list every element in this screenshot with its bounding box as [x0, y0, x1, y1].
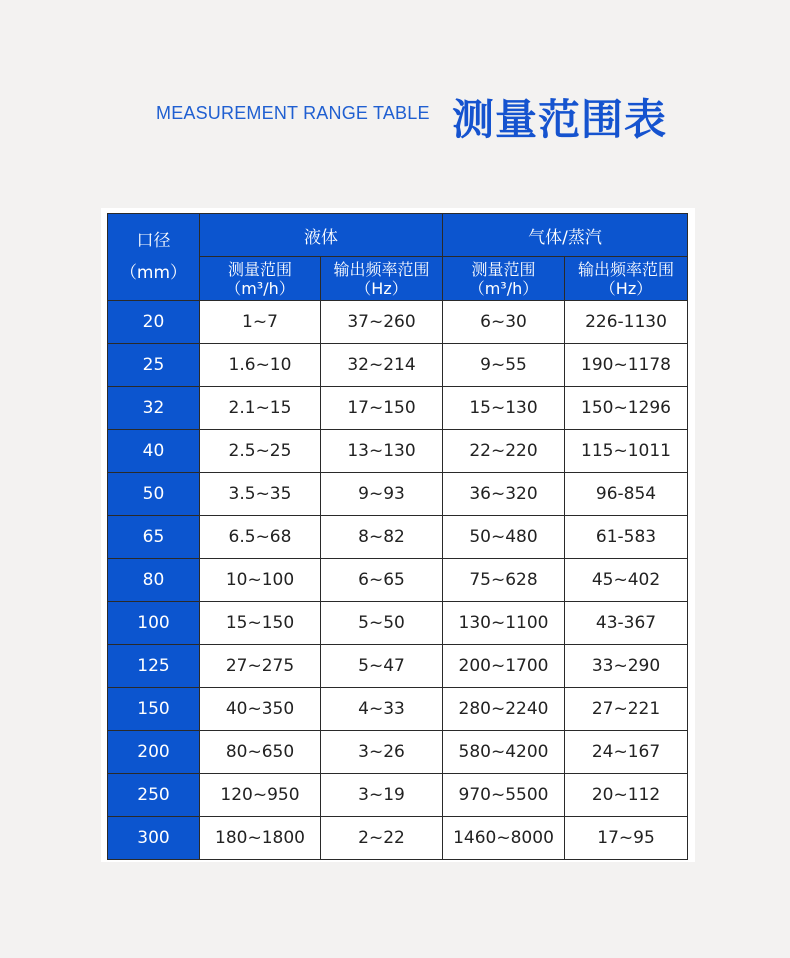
cell-diameter: 20 [108, 301, 200, 344]
table-row [108, 817, 688, 860]
cell-gas-freq: 115~1011 [565, 430, 688, 473]
cell-gas-range: 200~1700 [443, 645, 565, 688]
cell-gas-freq: 43-367 [565, 602, 688, 645]
table-row [108, 602, 688, 645]
cell-liquid-range: 120~950 [200, 774, 321, 817]
cell-liquid-freq: 4~33 [321, 688, 443, 731]
cell-gas-range: 1460~8000 [443, 817, 565, 860]
table-row [108, 301, 688, 344]
cell-liquid-range: 3.5~35 [200, 473, 321, 516]
cell-diameter: 65 [108, 516, 200, 559]
header-gas-flow [443, 257, 565, 301]
cell-liquid-range: 27~275 [200, 645, 321, 688]
cell-liquid-freq: 2~22 [321, 817, 443, 860]
cell-gas-freq: 150~1296 [565, 387, 688, 430]
cell-liquid-freq: 3~19 [321, 774, 443, 817]
cell-liquid-range: 180~1800 [200, 817, 321, 860]
cell-liquid-range: 2.5~25 [200, 430, 321, 473]
cell-liquid-range: 40~350 [200, 688, 321, 731]
cell-liquid-range: 2.1~15 [200, 387, 321, 430]
header-gas-flow-unit: （m³/h） [468, 278, 539, 298]
header-diameter-label: 口径 [136, 231, 171, 251]
cell-liquid-range: 80~650 [200, 731, 321, 774]
cell-liquid-freq: 8~82 [321, 516, 443, 559]
cell-liquid-range: 1.6~10 [200, 344, 321, 387]
measurement-range-table [107, 213, 688, 860]
title-english: MEASUREMENT RANGE TABLE [156, 103, 430, 123]
cell-gas-range: 22~220 [443, 430, 565, 473]
table-body [108, 301, 688, 860]
header-liquid-freq-unit: （Hz） [355, 278, 408, 298]
table-row [108, 559, 688, 602]
header-liquid-freq-label: 输出频率范围 [333, 259, 430, 279]
title-chinese: 测量范围表 [452, 95, 668, 144]
cell-liquid-freq: 37~260 [321, 301, 443, 344]
cell-gas-range: 970~5500 [443, 774, 565, 817]
cell-gas-freq: 17~95 [565, 817, 688, 860]
cell-liquid-range: 6.5~68 [200, 516, 321, 559]
header-liquid-freq [321, 257, 443, 301]
cell-gas-range: 9~55 [443, 344, 565, 387]
header-gas-flow-label: 测量范围 [471, 259, 536, 279]
header-gas: 气体/蒸汽 [443, 214, 688, 257]
cell-liquid-freq: 32~214 [321, 344, 443, 387]
table-card [101, 208, 695, 862]
header-liquid-flow [200, 257, 321, 301]
header-gas-freq-label: 输出频率范围 [578, 259, 675, 279]
cell-gas-freq: 61-583 [565, 516, 688, 559]
cell-diameter: 50 [108, 473, 200, 516]
cell-gas-freq: 45~402 [565, 559, 688, 602]
table-row [108, 344, 688, 387]
cell-gas-freq: 226-1130 [565, 301, 688, 344]
header-gas-freq-unit: （Hz） [599, 278, 653, 298]
cell-diameter: 125 [108, 645, 200, 688]
table-row [108, 688, 688, 731]
cell-diameter: 40 [108, 430, 200, 473]
cell-gas-freq: 27~221 [565, 688, 688, 731]
header-liquid-flow-label: 测量范围 [227, 259, 292, 279]
cell-gas-range: 580~4200 [443, 731, 565, 774]
cell-diameter: 300 [108, 817, 200, 860]
cell-liquid-range: 1~7 [200, 301, 321, 344]
page-header [0, 82, 790, 146]
header-liquid: 液体 [200, 214, 443, 257]
cell-liquid-range: 15~150 [200, 602, 321, 645]
cell-gas-freq: 20~112 [565, 774, 688, 817]
cell-gas-freq: 96-854 [565, 473, 688, 516]
cell-diameter: 200 [108, 731, 200, 774]
cell-diameter: 100 [108, 602, 200, 645]
header-liquid-flow-unit: （m³/h） [225, 278, 295, 298]
cell-gas-freq: 190~1178 [565, 344, 688, 387]
table-row [108, 645, 688, 688]
table-row [108, 516, 688, 559]
cell-diameter: 32 [108, 387, 200, 430]
cell-liquid-freq: 9~93 [321, 473, 443, 516]
cell-gas-range: 130~1100 [443, 602, 565, 645]
header-gas-freq [565, 257, 688, 301]
header-diameter [108, 214, 200, 301]
table-row [108, 731, 688, 774]
cell-diameter: 250 [108, 774, 200, 817]
cell-gas-range: 15~130 [443, 387, 565, 430]
table-row [108, 473, 688, 516]
cell-gas-range: 6~30 [443, 301, 565, 344]
cell-diameter: 150 [108, 688, 200, 731]
header-diameter-unit: （mm） [119, 263, 188, 283]
cell-diameter: 25 [108, 344, 200, 387]
cell-liquid-freq: 13~130 [321, 430, 443, 473]
cell-gas-range: 36~320 [443, 473, 565, 516]
table-row [108, 774, 688, 817]
cell-gas-freq: 33~290 [565, 645, 688, 688]
cell-diameter: 80 [108, 559, 200, 602]
cell-gas-range: 280~2240 [443, 688, 565, 731]
table-row [108, 430, 688, 473]
header-row-top [108, 214, 688, 257]
cell-liquid-range: 10~100 [200, 559, 321, 602]
cell-liquid-freq: 5~50 [321, 602, 443, 645]
cell-gas-freq: 24~167 [565, 731, 688, 774]
cell-liquid-freq: 6~65 [321, 559, 443, 602]
cell-liquid-freq: 17~150 [321, 387, 443, 430]
cell-gas-range: 50~480 [443, 516, 565, 559]
cell-liquid-freq: 5~47 [321, 645, 443, 688]
cell-liquid-freq: 3~26 [321, 731, 443, 774]
table-row [108, 387, 688, 430]
cell-gas-range: 75~628 [443, 559, 565, 602]
